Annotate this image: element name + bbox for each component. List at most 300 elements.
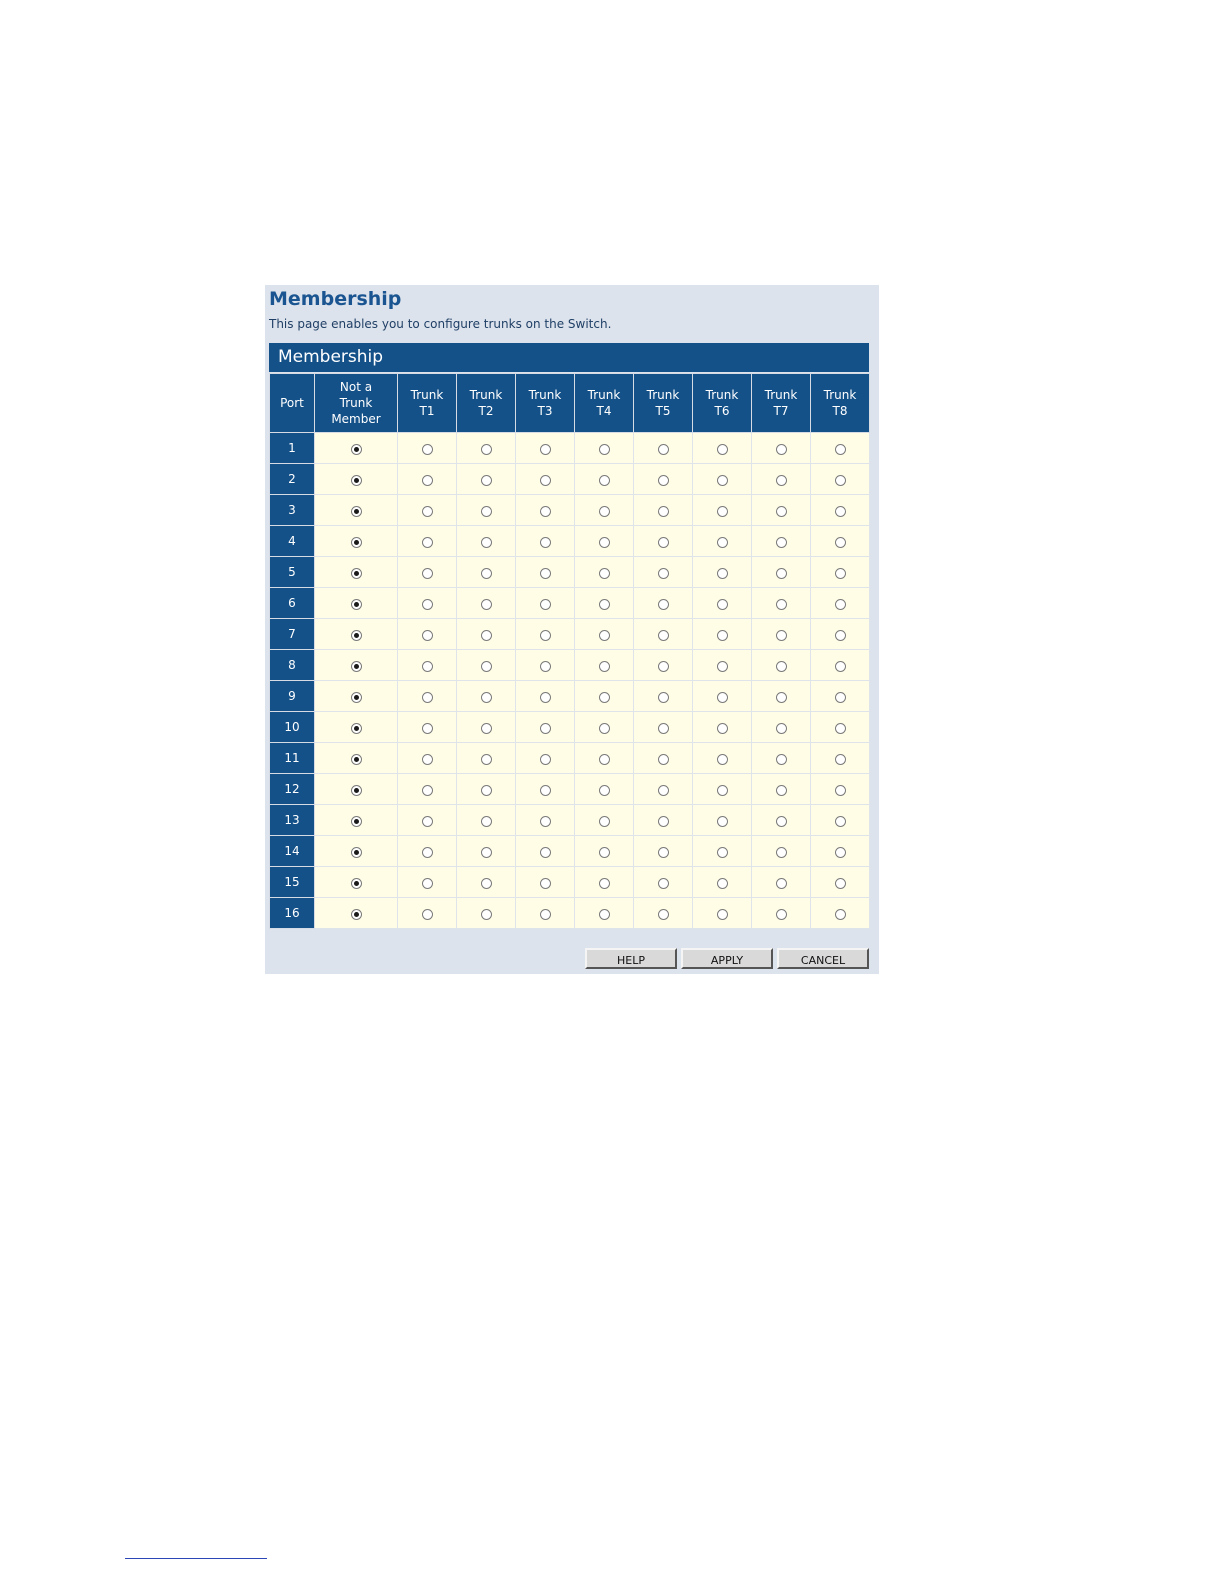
option-cell	[693, 867, 752, 898]
table-row	[270, 557, 870, 588]
option-cell	[516, 526, 575, 557]
trunk-t3-radio[interactable]	[540, 785, 551, 796]
table-row	[270, 526, 870, 557]
trunk-t3-radio[interactable]	[540, 537, 551, 548]
option-cell	[752, 495, 811, 526]
option-cell	[516, 557, 575, 588]
option-cell	[752, 805, 811, 836]
option-cell	[315, 867, 398, 898]
option-cell	[398, 743, 457, 774]
trunk-t2-radio[interactable]	[481, 816, 492, 827]
option-cell	[752, 836, 811, 867]
trunk-t1-radio[interactable]	[422, 816, 433, 827]
option-cell	[693, 712, 752, 743]
trunk-t2-radio[interactable]	[481, 630, 492, 641]
option-cell	[315, 619, 398, 650]
trunk-t6-radio[interactable]	[717, 754, 728, 765]
option-cell	[457, 743, 516, 774]
trunk-t2-radio[interactable]	[481, 568, 492, 579]
trunk-t1-radio[interactable]	[422, 537, 433, 548]
option-cell	[398, 557, 457, 588]
trunk-t4-radio[interactable]	[599, 847, 610, 858]
column-header-trunk-t7: Trunk T7	[752, 374, 811, 433]
trunk-t4-radio[interactable]	[599, 661, 610, 672]
trunk-t8-radio[interactable]	[835, 475, 846, 486]
option-cell	[315, 898, 398, 929]
trunk-t2-radio[interactable]	[481, 785, 492, 796]
trunk-t5-radio[interactable]	[658, 878, 669, 889]
option-cell	[811, 867, 870, 898]
option-cell	[516, 805, 575, 836]
port-number: 11	[270, 743, 315, 774]
trunk-t3-radio[interactable]	[540, 599, 551, 610]
trunk-t4-radio[interactable]	[599, 444, 610, 455]
not-trunk-member-radio[interactable]	[351, 909, 362, 920]
trunk-t4-radio[interactable]	[599, 568, 610, 579]
trunk-t7-radio[interactable]	[776, 475, 787, 486]
option-cell	[575, 588, 634, 619]
option-cell	[575, 805, 634, 836]
apply-button[interactable]: APPLY	[681, 948, 773, 969]
option-cell	[575, 619, 634, 650]
option-cell	[575, 836, 634, 867]
trunk-t1-radio[interactable]	[422, 630, 433, 641]
column-header-trunk-t2: Trunk T2	[457, 374, 516, 433]
option-cell	[398, 433, 457, 464]
option-cell	[811, 495, 870, 526]
trunk-t8-radio[interactable]	[835, 537, 846, 548]
trunk-t6-radio[interactable]	[717, 599, 728, 610]
trunk-t7-radio[interactable]	[776, 878, 787, 889]
trunk-t6-radio[interactable]	[717, 847, 728, 858]
option-cell	[516, 867, 575, 898]
trunk-t4-radio[interactable]	[599, 692, 610, 703]
trunk-t8-radio[interactable]	[835, 816, 846, 827]
trunk-t8-radio[interactable]	[835, 878, 846, 889]
trunk-t2-radio[interactable]	[481, 723, 492, 734]
trunk-t6-radio[interactable]	[717, 475, 728, 486]
port-number: 15	[270, 867, 315, 898]
option-cell	[811, 743, 870, 774]
option-cell	[315, 495, 398, 526]
table-row	[270, 836, 870, 867]
trunk-t2-radio[interactable]	[481, 878, 492, 889]
header-row	[270, 374, 870, 433]
not-trunk-member-radio[interactable]	[351, 785, 362, 796]
port-number: 1	[270, 433, 315, 464]
option-cell	[752, 712, 811, 743]
trunk-t7-radio[interactable]	[776, 506, 787, 517]
trunk-t3-radio[interactable]	[540, 475, 551, 486]
trunk-t4-radio[interactable]	[599, 723, 610, 734]
option-cell	[575, 867, 634, 898]
table-row	[270, 681, 870, 712]
trunk-t7-radio[interactable]	[776, 568, 787, 579]
column-header-trunk-t6: Trunk T6	[693, 374, 752, 433]
trunk-t8-radio[interactable]	[835, 754, 846, 765]
option-cell	[516, 464, 575, 495]
option-cell	[516, 774, 575, 805]
option-cell	[634, 495, 693, 526]
table-title: Membership	[269, 343, 869, 372]
option-cell	[634, 526, 693, 557]
column-header-trunk-t4: Trunk T4	[575, 374, 634, 433]
trunk-t5-radio[interactable]	[658, 661, 669, 672]
option-cell	[811, 774, 870, 805]
option-cell	[315, 836, 398, 867]
not-trunk-member-radio[interactable]	[351, 816, 362, 827]
trunk-t2-radio[interactable]	[481, 599, 492, 610]
not-trunk-member-radio[interactable]	[351, 630, 362, 641]
option-cell	[398, 681, 457, 712]
trunk-t3-radio[interactable]	[540, 506, 551, 517]
trunk-t8-radio[interactable]	[835, 785, 846, 796]
option-cell	[398, 712, 457, 743]
trunk-t2-radio[interactable]	[481, 444, 492, 455]
trunk-t2-radio[interactable]	[481, 754, 492, 765]
option-cell	[516, 495, 575, 526]
trunk-t5-radio[interactable]	[658, 692, 669, 703]
option-cell	[457, 712, 516, 743]
trunk-t5-radio[interactable]	[658, 723, 669, 734]
port-number: 2	[270, 464, 315, 495]
trunk-t8-radio[interactable]	[835, 661, 846, 672]
option-cell	[457, 836, 516, 867]
trunk-t7-radio[interactable]	[776, 723, 787, 734]
trunk-t5-radio[interactable]	[658, 444, 669, 455]
option-cell	[752, 898, 811, 929]
option-cell	[693, 898, 752, 929]
table-row	[270, 898, 870, 929]
option-cell	[634, 650, 693, 681]
trunk-t4-radio[interactable]	[599, 754, 610, 765]
option-cell	[398, 464, 457, 495]
option-cell	[693, 433, 752, 464]
trunk-t8-radio[interactable]	[835, 692, 846, 703]
option-cell	[315, 588, 398, 619]
trunk-t6-radio[interactable]	[717, 506, 728, 517]
port-number: 8	[270, 650, 315, 681]
not-trunk-member-radio[interactable]	[351, 754, 362, 765]
trunk-t1-radio[interactable]	[422, 754, 433, 765]
trunk-t5-radio[interactable]	[658, 475, 669, 486]
footer-divider	[125, 1558, 267, 1559]
trunk-t4-radio[interactable]	[599, 537, 610, 548]
option-cell	[634, 712, 693, 743]
trunk-t4-radio[interactable]	[599, 785, 610, 796]
option-cell	[457, 650, 516, 681]
trunk-t7-radio[interactable]	[776, 847, 787, 858]
option-cell	[315, 650, 398, 681]
option-cell	[693, 681, 752, 712]
trunk-t7-radio[interactable]	[776, 444, 787, 455]
port-number: 12	[270, 774, 315, 805]
table-row	[270, 867, 870, 898]
option-cell	[634, 464, 693, 495]
table-row	[270, 588, 870, 619]
option-cell	[693, 495, 752, 526]
option-cell	[457, 526, 516, 557]
trunk-t3-radio[interactable]	[540, 630, 551, 641]
option-cell	[634, 619, 693, 650]
option-cell	[811, 898, 870, 929]
trunk-t6-radio[interactable]	[717, 630, 728, 641]
option-cell	[457, 774, 516, 805]
trunk-t5-radio[interactable]	[658, 568, 669, 579]
trunk-t7-radio[interactable]	[776, 630, 787, 641]
trunk-t6-radio[interactable]	[717, 568, 728, 579]
trunk-t4-radio[interactable]	[599, 878, 610, 889]
option-cell	[457, 619, 516, 650]
option-cell	[752, 526, 811, 557]
page-title: Membership	[269, 288, 402, 310]
trunk-t7-radio[interactable]	[776, 692, 787, 703]
trunk-t6-radio[interactable]	[717, 692, 728, 703]
trunk-t1-radio[interactable]	[422, 599, 433, 610]
option-cell	[634, 557, 693, 588]
trunk-t7-radio[interactable]	[776, 599, 787, 610]
trunk-t4-radio[interactable]	[599, 506, 610, 517]
trunk-t6-radio[interactable]	[717, 785, 728, 796]
port-number: 16	[270, 898, 315, 929]
option-cell	[516, 619, 575, 650]
option-cell	[398, 588, 457, 619]
port-number: 5	[270, 557, 315, 588]
trunk-t6-radio[interactable]	[717, 444, 728, 455]
not-trunk-member-radio[interactable]	[351, 661, 362, 672]
table-row	[270, 495, 870, 526]
trunk-t1-radio[interactable]	[422, 506, 433, 517]
trunk-t8-radio[interactable]	[835, 568, 846, 579]
not-trunk-member-radio[interactable]	[351, 878, 362, 889]
trunk-t2-radio[interactable]	[481, 909, 492, 920]
option-cell	[398, 836, 457, 867]
trunk-t1-radio[interactable]	[422, 475, 433, 486]
option-cell	[398, 619, 457, 650]
option-cell	[752, 464, 811, 495]
trunk-t5-radio[interactable]	[658, 506, 669, 517]
option-cell	[811, 650, 870, 681]
not-trunk-member-radio[interactable]	[351, 506, 362, 517]
option-cell	[752, 774, 811, 805]
column-header-port: Port	[270, 374, 315, 433]
trunk-t5-radio[interactable]	[658, 754, 669, 765]
option-cell	[315, 805, 398, 836]
port-number: 6	[270, 588, 315, 619]
option-cell	[457, 898, 516, 929]
column-header-trunk-t3: Trunk T3	[516, 374, 575, 433]
trunk-t2-radio[interactable]	[481, 692, 492, 703]
option-cell	[634, 867, 693, 898]
trunk-t8-radio[interactable]	[835, 723, 846, 734]
option-cell	[457, 805, 516, 836]
table-row	[270, 805, 870, 836]
not-trunk-member-radio[interactable]	[351, 475, 362, 486]
trunk-t6-radio[interactable]	[717, 661, 728, 672]
help-button[interactable]: HELP	[585, 948, 677, 969]
trunk-t3-radio[interactable]	[540, 661, 551, 672]
trunk-t6-radio[interactable]	[717, 878, 728, 889]
option-cell	[516, 836, 575, 867]
option-cell	[398, 867, 457, 898]
trunk-t5-radio[interactable]	[658, 847, 669, 858]
trunk-t3-radio[interactable]	[540, 723, 551, 734]
trunk-t2-radio[interactable]	[481, 661, 492, 672]
trunk-t4-radio[interactable]	[599, 475, 610, 486]
option-cell	[693, 619, 752, 650]
trunk-t5-radio[interactable]	[658, 537, 669, 548]
trunk-t4-radio[interactable]	[599, 816, 610, 827]
trunk-t5-radio[interactable]	[658, 630, 669, 641]
column-header-trunk-t1: Trunk T1	[398, 374, 457, 433]
trunk-t4-radio[interactable]	[599, 630, 610, 641]
port-number: 10	[270, 712, 315, 743]
trunk-t8-radio[interactable]	[835, 444, 846, 455]
trunk-t5-radio[interactable]	[658, 599, 669, 610]
option-cell	[398, 526, 457, 557]
option-cell	[752, 743, 811, 774]
trunk-t3-radio[interactable]	[540, 692, 551, 703]
option-cell	[693, 774, 752, 805]
option-cell	[693, 588, 752, 619]
option-cell	[398, 774, 457, 805]
option-cell	[634, 898, 693, 929]
option-cell	[811, 588, 870, 619]
trunk-t3-radio[interactable]	[540, 909, 551, 920]
trunk-t3-radio[interactable]	[540, 847, 551, 858]
trunk-t8-radio[interactable]	[835, 599, 846, 610]
option-cell	[516, 433, 575, 464]
not-trunk-member-radio[interactable]	[351, 692, 362, 703]
option-cell	[398, 898, 457, 929]
option-cell	[575, 774, 634, 805]
not-trunk-member-radio[interactable]	[351, 537, 362, 548]
option-cell	[811, 557, 870, 588]
option-cell	[811, 836, 870, 867]
trunk-t1-radio[interactable]	[422, 723, 433, 734]
trunk-t8-radio[interactable]	[835, 506, 846, 517]
trunk-t4-radio[interactable]	[599, 909, 610, 920]
option-cell	[575, 495, 634, 526]
option-cell	[811, 464, 870, 495]
option-cell	[516, 743, 575, 774]
option-cell	[811, 526, 870, 557]
option-cell	[575, 712, 634, 743]
option-cell	[457, 557, 516, 588]
trunk-t8-radio[interactable]	[835, 847, 846, 858]
option-cell	[457, 588, 516, 619]
cancel-button[interactable]: CANCEL	[777, 948, 869, 969]
trunk-t1-radio[interactable]	[422, 661, 433, 672]
trunk-t1-radio[interactable]	[422, 847, 433, 858]
option-cell	[315, 557, 398, 588]
option-cell	[634, 588, 693, 619]
trunk-t7-radio[interactable]	[776, 909, 787, 920]
trunk-t6-radio[interactable]	[717, 816, 728, 827]
membership-table	[269, 373, 870, 929]
option-cell	[516, 681, 575, 712]
option-cell	[752, 681, 811, 712]
trunk-t1-radio[interactable]	[422, 878, 433, 889]
trunk-t2-radio[interactable]	[481, 506, 492, 517]
table-row	[270, 743, 870, 774]
trunk-t7-radio[interactable]	[776, 754, 787, 765]
trunk-t6-radio[interactable]	[717, 723, 728, 734]
option-cell	[634, 805, 693, 836]
trunk-t6-radio[interactable]	[717, 537, 728, 548]
option-cell	[811, 712, 870, 743]
option-cell	[693, 805, 752, 836]
trunk-t7-radio[interactable]	[776, 816, 787, 827]
not-trunk-member-radio[interactable]	[351, 847, 362, 858]
trunk-t1-radio[interactable]	[422, 785, 433, 796]
trunk-t4-radio[interactable]	[599, 599, 610, 610]
option-cell	[634, 836, 693, 867]
trunk-t1-radio[interactable]	[422, 444, 433, 455]
option-cell	[634, 743, 693, 774]
trunk-t8-radio[interactable]	[835, 909, 846, 920]
trunk-t3-radio[interactable]	[540, 754, 551, 765]
option-cell	[315, 433, 398, 464]
trunk-t3-radio[interactable]	[540, 444, 551, 455]
port-number: 13	[270, 805, 315, 836]
trunk-t6-radio[interactable]	[717, 909, 728, 920]
option-cell	[457, 495, 516, 526]
option-cell	[315, 712, 398, 743]
option-cell	[575, 464, 634, 495]
trunk-t5-radio[interactable]	[658, 816, 669, 827]
option-cell	[752, 867, 811, 898]
trunk-t2-radio[interactable]	[481, 847, 492, 858]
option-cell	[693, 557, 752, 588]
option-cell	[634, 433, 693, 464]
not-trunk-member-radio[interactable]	[351, 568, 362, 579]
option-cell	[575, 526, 634, 557]
option-cell	[575, 743, 634, 774]
option-cell	[634, 681, 693, 712]
trunk-t1-radio[interactable]	[422, 909, 433, 920]
not-trunk-member-radio[interactable]	[351, 723, 362, 734]
trunk-t3-radio[interactable]	[540, 568, 551, 579]
trunk-t5-radio[interactable]	[658, 785, 669, 796]
trunk-t8-radio[interactable]	[835, 630, 846, 641]
option-cell	[516, 650, 575, 681]
not-trunk-member-radio[interactable]	[351, 599, 362, 610]
trunk-t3-radio[interactable]	[540, 816, 551, 827]
table-row	[270, 464, 870, 495]
option-cell	[752, 557, 811, 588]
option-cell	[516, 588, 575, 619]
trunk-t5-radio[interactable]	[658, 909, 669, 920]
port-number: 9	[270, 681, 315, 712]
option-cell	[457, 681, 516, 712]
table-row	[270, 433, 870, 464]
option-cell	[693, 464, 752, 495]
trunk-t7-radio[interactable]	[776, 537, 787, 548]
option-cell	[315, 464, 398, 495]
port-number: 4	[270, 526, 315, 557]
trunk-t7-radio[interactable]	[776, 785, 787, 796]
trunk-t1-radio[interactable]	[422, 568, 433, 579]
trunk-t3-radio[interactable]	[540, 878, 551, 889]
trunk-t1-radio[interactable]	[422, 692, 433, 703]
option-cell	[575, 557, 634, 588]
not-trunk-member-radio[interactable]	[351, 444, 362, 455]
trunk-t7-radio[interactable]	[776, 661, 787, 672]
option-cell	[693, 650, 752, 681]
trunk-t2-radio[interactable]	[481, 537, 492, 548]
trunk-t2-radio[interactable]	[481, 475, 492, 486]
